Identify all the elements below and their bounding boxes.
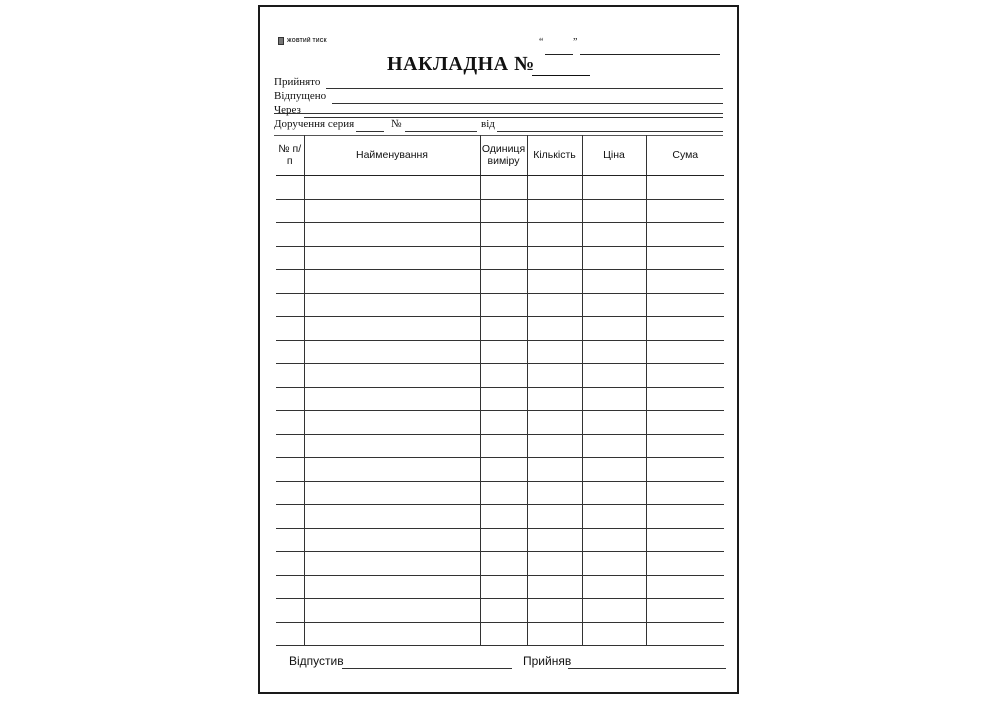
table-row (276, 270, 724, 294)
cell-price[interactable] (582, 246, 646, 270)
cell-unit[interactable] (480, 552, 527, 576)
cell-unit[interactable] (480, 364, 527, 388)
cell-unit[interactable] (480, 176, 527, 200)
cell-unit[interactable] (480, 528, 527, 552)
cell-quantity[interactable] (527, 270, 582, 294)
cell-unit[interactable] (480, 411, 527, 435)
cell-name[interactable] (304, 340, 480, 364)
cell-name[interactable] (304, 293, 480, 317)
document-title: НАКЛАДНА № (387, 53, 535, 75)
cell-price[interactable] (582, 599, 646, 623)
cell-quantity[interactable] (527, 317, 582, 341)
table-row (276, 317, 724, 341)
cell-name[interactable] (304, 317, 480, 341)
authority-number-label: № (391, 118, 402, 130)
cell-amount[interactable] (646, 364, 724, 388)
cell-price[interactable] (582, 223, 646, 247)
invoice-number-field[interactable] (532, 75, 590, 76)
cell-price[interactable] (582, 199, 646, 223)
cell-amount[interactable] (646, 176, 724, 200)
cell-price[interactable] (582, 270, 646, 294)
cell-unit[interactable] (480, 434, 527, 458)
cell-name[interactable] (304, 505, 480, 529)
cell-price[interactable] (582, 505, 646, 529)
table-row (276, 387, 724, 411)
table-row (276, 246, 724, 270)
table-row (276, 481, 724, 505)
cell-row-number[interactable] (276, 458, 304, 482)
cell-name[interactable] (304, 411, 480, 435)
cell-price[interactable] (582, 364, 646, 388)
released-by-label: Відпустив (289, 654, 344, 668)
cell-quantity[interactable] (527, 223, 582, 247)
cell-quantity[interactable] (527, 575, 582, 599)
cell-amount[interactable] (646, 293, 724, 317)
cell-unit[interactable] (480, 270, 527, 294)
received-by-label: Прийняв (523, 654, 572, 668)
cell-amount[interactable] (646, 505, 724, 529)
field-through-label: Через (274, 104, 301, 116)
cell-row-number[interactable] (276, 552, 304, 576)
cell-unit[interactable] (480, 458, 527, 482)
cell-amount[interactable] (646, 599, 724, 623)
cell-unit[interactable] (480, 481, 527, 505)
cell-name[interactable] (304, 246, 480, 270)
authority-date-field[interactable] (497, 131, 723, 132)
brand-logo-mark (278, 37, 284, 45)
cell-quantity[interactable] (527, 176, 582, 200)
cell-unit[interactable] (480, 246, 527, 270)
cell-price[interactable] (582, 575, 646, 599)
header-name: Найменування (304, 135, 480, 176)
cell-quantity[interactable] (527, 293, 582, 317)
cell-unit[interactable] (480, 223, 527, 247)
released-by-signature-field[interactable] (342, 668, 512, 669)
date-day-field[interactable] (545, 54, 573, 55)
cell-amount[interactable] (646, 552, 724, 576)
cell-price[interactable] (582, 622, 646, 646)
cell-quantity[interactable] (527, 387, 582, 411)
cell-row-number[interactable] (276, 293, 304, 317)
cell-amount[interactable] (646, 340, 724, 364)
table-row (276, 176, 724, 200)
cell-price[interactable] (582, 458, 646, 482)
cell-unit[interactable] (480, 622, 527, 646)
field-accepted-label: Прийнято (274, 76, 321, 88)
cell-name[interactable] (304, 223, 480, 247)
table-row (276, 458, 724, 482)
table-row (276, 340, 724, 364)
cell-amount[interactable] (646, 317, 724, 341)
cell-row-number[interactable] (276, 223, 304, 247)
cell-unit[interactable] (480, 575, 527, 599)
header-quantity: Кількість (527, 135, 582, 176)
table-row (276, 364, 724, 388)
cell-price[interactable] (582, 411, 646, 435)
goods-table-header (276, 135, 724, 176)
cell-amount[interactable] (646, 223, 724, 247)
table-row (276, 505, 724, 529)
table-row (276, 434, 724, 458)
cell-name[interactable] (304, 481, 480, 505)
date-open-quote: “ (539, 37, 544, 48)
table-row (276, 528, 724, 552)
cell-name[interactable] (304, 270, 480, 294)
cell-row-number[interactable] (276, 505, 304, 529)
cell-price[interactable] (582, 387, 646, 411)
cell-price[interactable] (582, 481, 646, 505)
cell-price[interactable] (582, 340, 646, 364)
cell-unit[interactable] (480, 317, 527, 341)
cell-row-number[interactable] (276, 364, 304, 388)
cell-name[interactable] (304, 176, 480, 200)
table-row (276, 293, 724, 317)
field-accepted-line[interactable] (326, 88, 723, 89)
cell-row-number[interactable] (276, 434, 304, 458)
invoice-sheet (258, 5, 739, 694)
cell-amount[interactable] (646, 528, 724, 552)
cell-row-number[interactable] (276, 176, 304, 200)
table-row (276, 411, 724, 435)
date-month-year-field[interactable] (580, 54, 720, 55)
cell-unit[interactable] (480, 293, 527, 317)
cell-amount[interactable] (646, 622, 724, 646)
cell-name[interactable] (304, 364, 480, 388)
cell-row-number[interactable] (276, 270, 304, 294)
cell-amount[interactable] (646, 270, 724, 294)
cell-quantity[interactable] (527, 528, 582, 552)
cell-row-number[interactable] (276, 317, 304, 341)
cell-unit[interactable] (480, 599, 527, 623)
cell-price[interactable] (582, 528, 646, 552)
header-row-number: № п/п (276, 135, 304, 176)
cell-quantity[interactable] (527, 411, 582, 435)
brand-logo-text: ЖОВТИЙ ТИСК (287, 38, 328, 44)
cell-unit[interactable] (480, 199, 527, 223)
cell-name[interactable] (304, 387, 480, 411)
cell-quantity[interactable] (527, 364, 582, 388)
authority-series-label: Доручення серия (274, 118, 355, 130)
cell-name[interactable] (304, 199, 480, 223)
goods-table (276, 135, 724, 646)
cell-name[interactable] (304, 458, 480, 482)
cell-price[interactable] (582, 293, 646, 317)
header-price: Ціна (582, 135, 646, 176)
cell-row-number[interactable] (276, 387, 304, 411)
cell-row-number[interactable] (276, 599, 304, 623)
cell-row-number[interactable] (276, 411, 304, 435)
authority-number-field[interactable] (405, 131, 477, 132)
cell-price[interactable] (582, 552, 646, 576)
cell-row-number[interactable] (276, 622, 304, 646)
cell-amount[interactable] (646, 411, 724, 435)
cell-quantity[interactable] (527, 458, 582, 482)
field-released-line[interactable] (332, 103, 723, 104)
header-amount: Сума (646, 135, 724, 176)
cell-quantity[interactable] (527, 622, 582, 646)
cell-row-number[interactable] (276, 199, 304, 223)
field-extra-line[interactable] (274, 113, 723, 114)
cell-row-number[interactable] (276, 246, 304, 270)
goods-table-body (276, 176, 724, 646)
field-released-label: Відпущено (274, 90, 327, 102)
table-row (276, 552, 724, 576)
cell-quantity[interactable] (527, 434, 582, 458)
cell-unit[interactable] (480, 505, 527, 529)
cell-quantity[interactable] (527, 481, 582, 505)
table-row (276, 622, 724, 646)
cell-name[interactable] (304, 575, 480, 599)
cell-price[interactable] (582, 317, 646, 341)
table-row (276, 599, 724, 623)
cell-name[interactable] (304, 528, 480, 552)
header-unit: Одиниця виміру (480, 135, 527, 176)
cell-unit[interactable] (480, 340, 527, 364)
cell-name[interactable] (304, 434, 480, 458)
cell-amount[interactable] (646, 575, 724, 599)
cell-name[interactable] (304, 622, 480, 646)
cell-quantity[interactable] (527, 505, 582, 529)
date-close-quote: ” (573, 37, 578, 48)
cell-row-number[interactable] (276, 481, 304, 505)
cell-price[interactable] (582, 176, 646, 200)
cell-row-number[interactable] (276, 528, 304, 552)
cell-price[interactable] (582, 434, 646, 458)
cell-unit[interactable] (480, 387, 527, 411)
cell-amount[interactable] (646, 458, 724, 482)
table-row (276, 223, 724, 247)
cell-quantity[interactable] (527, 599, 582, 623)
cell-amount[interactable] (646, 199, 724, 223)
table-row (276, 575, 724, 599)
cell-amount[interactable] (646, 246, 724, 270)
cell-quantity[interactable] (527, 246, 582, 270)
cell-amount[interactable] (646, 387, 724, 411)
cell-name[interactable] (304, 552, 480, 576)
cell-quantity[interactable] (527, 199, 582, 223)
received-by-signature-field[interactable] (568, 668, 726, 669)
cell-row-number[interactable] (276, 340, 304, 364)
authority-date-label: від (481, 118, 495, 130)
cell-row-number[interactable] (276, 575, 304, 599)
table-row (276, 199, 724, 223)
authority-series-field[interactable] (356, 131, 384, 132)
brand-logo (278, 37, 327, 45)
cell-name[interactable] (304, 599, 480, 623)
cell-amount[interactable] (646, 481, 724, 505)
cell-quantity[interactable] (527, 552, 582, 576)
cell-amount[interactable] (646, 434, 724, 458)
cell-quantity[interactable] (527, 340, 582, 364)
field-through-line[interactable] (304, 117, 723, 118)
